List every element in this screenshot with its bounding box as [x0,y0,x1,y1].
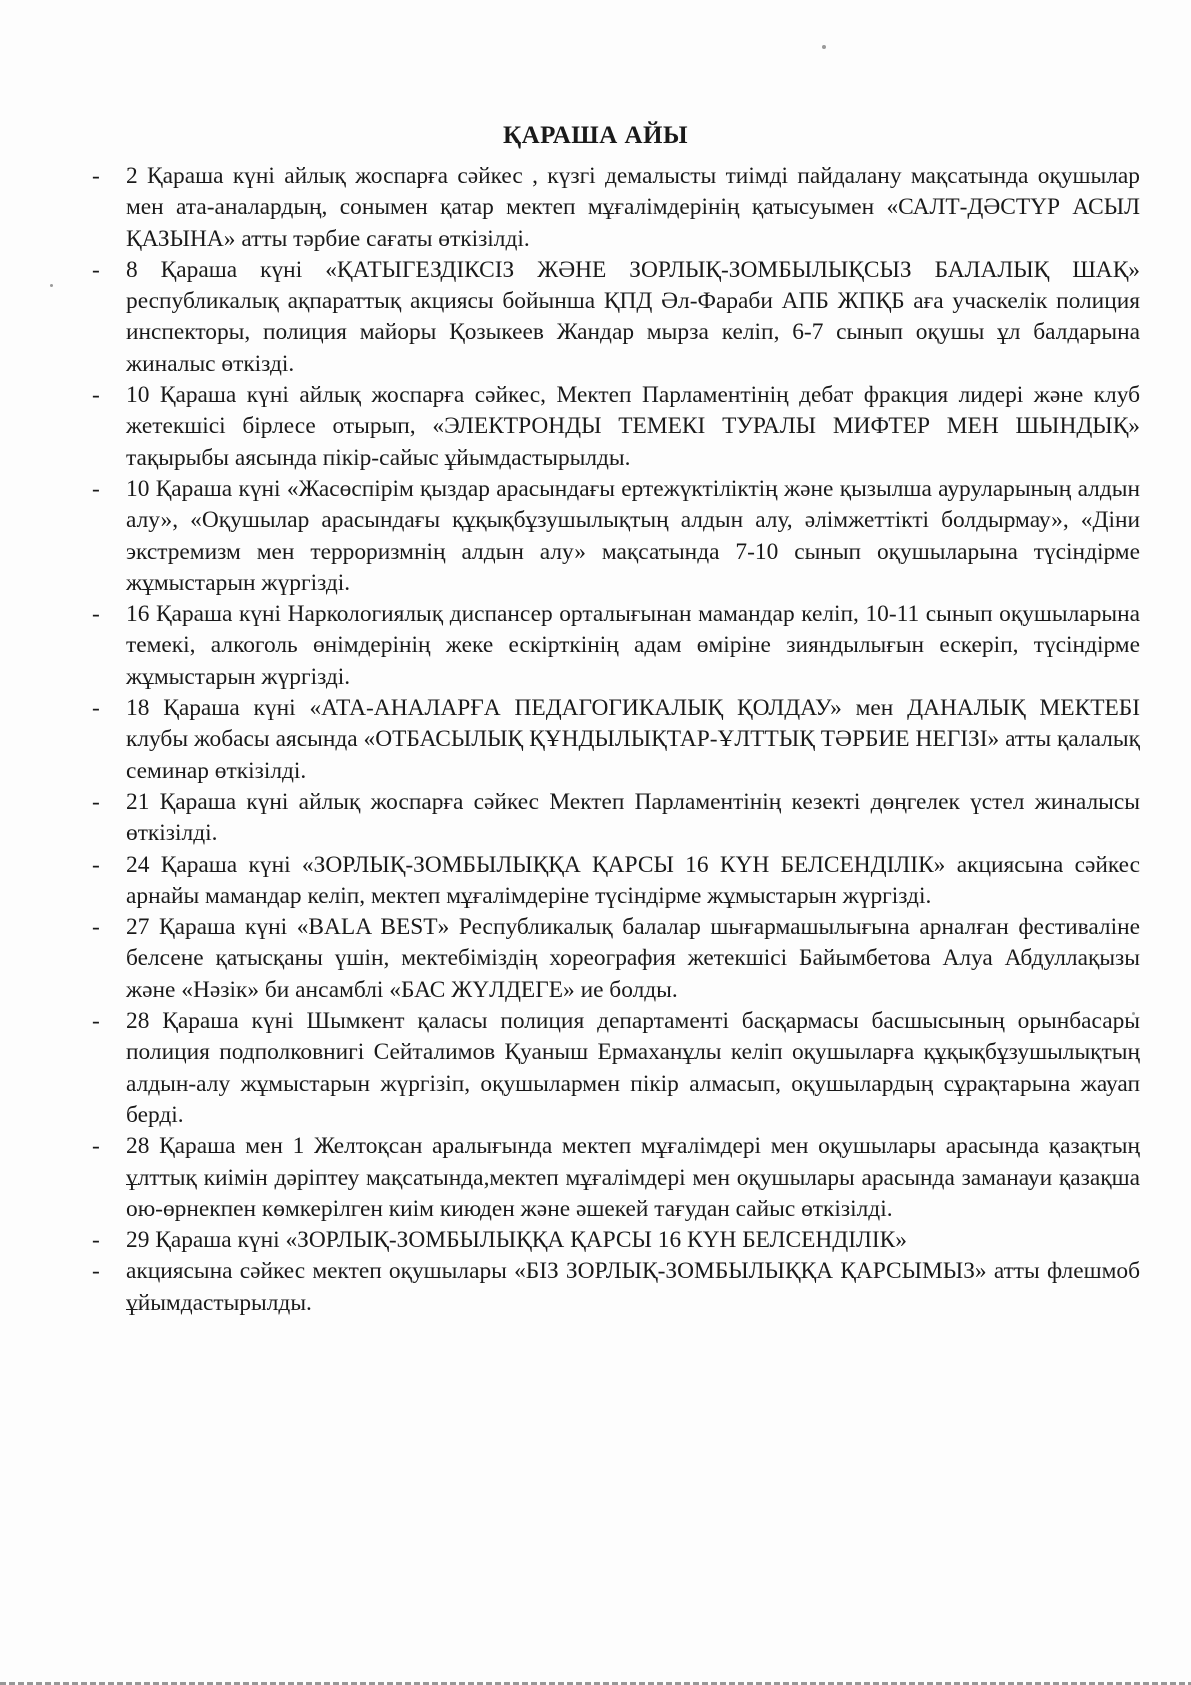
bullet-dash: - [92,1227,100,1254]
item-text: 8 Қараша күні «ҚАТЫГЕЗДІКСІЗ ЖӘНЕ ЗОРЛЫҚ-ЗОМБЫЛЫҚСЫЗ БАЛАЛЫҚ ШАҚ» республикалық ақпараттық акциясы бойынша ҚПД Әл-Фараби АПБ ЖПҚБ аға учаскелік полиция инспекторы, полиция майоры Қозыкеев Жандар мырза келіп, 6-7 сынып оқушы ұл балдарына жиналыс өткізді. [126,256,1140,377]
page-title: ҚАРАША АЙЫ [502,122,689,149]
scan-speck [50,284,53,287]
bullet-dash: - [92,788,100,815]
item-text: 10 Қараша күні айлық жоспарға сәйкес, Мектеп Парламентінің дебат фракция лидері және клуб жетекшісі бірлесе отырып, «ЭЛЕКТРОНДЫ ТЕМЕКІ ТУРАЛЫ МИФТЕР МЕН ШЫНДЫҚ» тақырыбы аясында пікір-сайыс ұйымдастырылды. [126,382,1140,471]
event-list [88,161,1140,1319]
list-item [88,255,1140,380]
list-item [88,787,1140,850]
list-item [88,1131,1140,1225]
bullet-dash: - [92,1008,100,1035]
bullet-dash: - [92,851,100,878]
item-text: 28 Қараша күні Шымкент қаласы полиция департаменті басқармасы басшысының орынбасары полиция подполковнигі Сейталимов Қуаныш Ермаханұлы келіп оқушыларға құқықбұзушылықтың алдын-алу жұмыстарын жүргізіп, оқушылармен пікір алмасып, оқушылардың сұрақтарына жауап берді. [126,1008,1140,1128]
list-item [88,1006,1140,1131]
item-text: 21 Қараша күні айлық жоспарға сәйкес Мектеп Парламентінің кезекті дөңгелек үстел жиналысы өткізілді. [126,788,1140,847]
item-text: 24 Қараша күні «ЗОРЛЫҚ-ЗОМБЫЛЫҚҚА ҚАРСЫ 16 КҮН БЕЛСЕНДІЛІК» акциясына сәйкес арнайы мамандар келіп, мектеп мұғалімдеріне түсіндірме жұмыстарын жүргізді. [126,851,1140,909]
list-item [88,474,1140,599]
bullet-dash: - [92,382,100,409]
bullet-dash: - [92,163,100,189]
item-text: 16 Қараша күні Наркологиялық диспансер орталығынан мамандар келіп, 10-11 сынып оқушыларына темекі, алкоголь өнімдерінің жеке ескірткінің адам өміріне зияндылығын ескеріп, түсіндірме жұмыстарын жүргізді. [126,601,1140,690]
list-item [88,599,1140,693]
list-item [88,1225,1140,1256]
list-item [88,912,1140,1006]
item-text: 27 Қараша күні «BALA BEST» Республикалық балалар шығармашылығына арналған фестиваліне белсене қатысқаны үшін, мектебіміздің хореография жетекшісі Байымбетова Алуа Абдуллақызы және «Нәзік» би ансамблі «БАС ЖҮЛДЕГЕ» ие болды. [126,914,1140,1003]
list-item [88,693,1140,787]
bullet-dash: - [92,601,100,628]
list-item [88,850,1140,913]
item-text: 2 Қараша күні айлық жоспарға сәйкес , күзгі демалысты тиімді пайдалану мақсатында оқушылар мен ата-аналардың, сонымен қатар мектеп мұғалімдерінің қатысуымен «САЛТ-ДӘСТҮР АСЫЛ ҚАЗЫНА» атты тәрбие сағаты өткізілді. [126,163,1140,252]
list-item [88,380,1140,474]
list-item [88,1256,1140,1319]
item-text: 18 Қараша күні «АТА-АНАЛАРҒА ПЕДАГОГИКАЛЫҚ ҚОЛДАУ» мен ДАНАЛЫҚ МЕКТЕБІ клубы жобасы аясында «ОТБАСЫЛЫҚ ҚҰНДЫЛЫҚТАР-ҰЛТТЫҚ ТӘРБИЕ НЕГІЗІ» атты қалалық семинар өткізілді. [126,695,1140,784]
list-item [88,161,1140,255]
bullet-dash: - [92,475,100,502]
bullet-dash: - [92,914,100,941]
item-text: 29 Қараша күні «ЗОРЛЫҚ-ЗОМБЫЛЫҚҚА ҚАРСЫ 16 КҮН БЕЛСЕНДІЛІК» [126,1227,907,1254]
item-text: 28 Қараша мен 1 Желтоқсан аралығында мектеп мұғалімдері мен оқушылары арасында қазақтың ұлттық киімін дәріптеу мақсатында,мектеп мұғалімдері мен оқушылары арасында заманауи қазақша ою-өрнекпен көмкерілген киім киюден және әшекей тағудан сайыс өткізілді. [126,1133,1140,1222]
bullet-dash: - [92,695,100,722]
bullet-dash: - [92,1133,100,1160]
item-text: акциясына сәйкес мектеп оқушылары «БІЗ ЗОРЛЫҚ-ЗОМБЫЛЫҚҚА ҚАРСЫМЫЗ» атты флешмоб ұйымдастырылды. [126,1258,1140,1316]
bullet-dash: - [92,1258,100,1285]
scan-speck [822,45,826,49]
bullet-dash: - [92,256,100,283]
item-text: 10 Қараша күні «Жасөспірім қыздар арасындағы ертежүктіліктің және қызылша ауруларының алдын алу», «Оқушылар арасындағы құқықбұзушылықтың алдын алу, әлімжеттікті болдырмау», «Діни экстремизм мен терроризмнің алдын алу» мақсатында 7-10 сынып оқушыларына түсіндірме жұмыстарын жүргізді. [126,475,1140,596]
